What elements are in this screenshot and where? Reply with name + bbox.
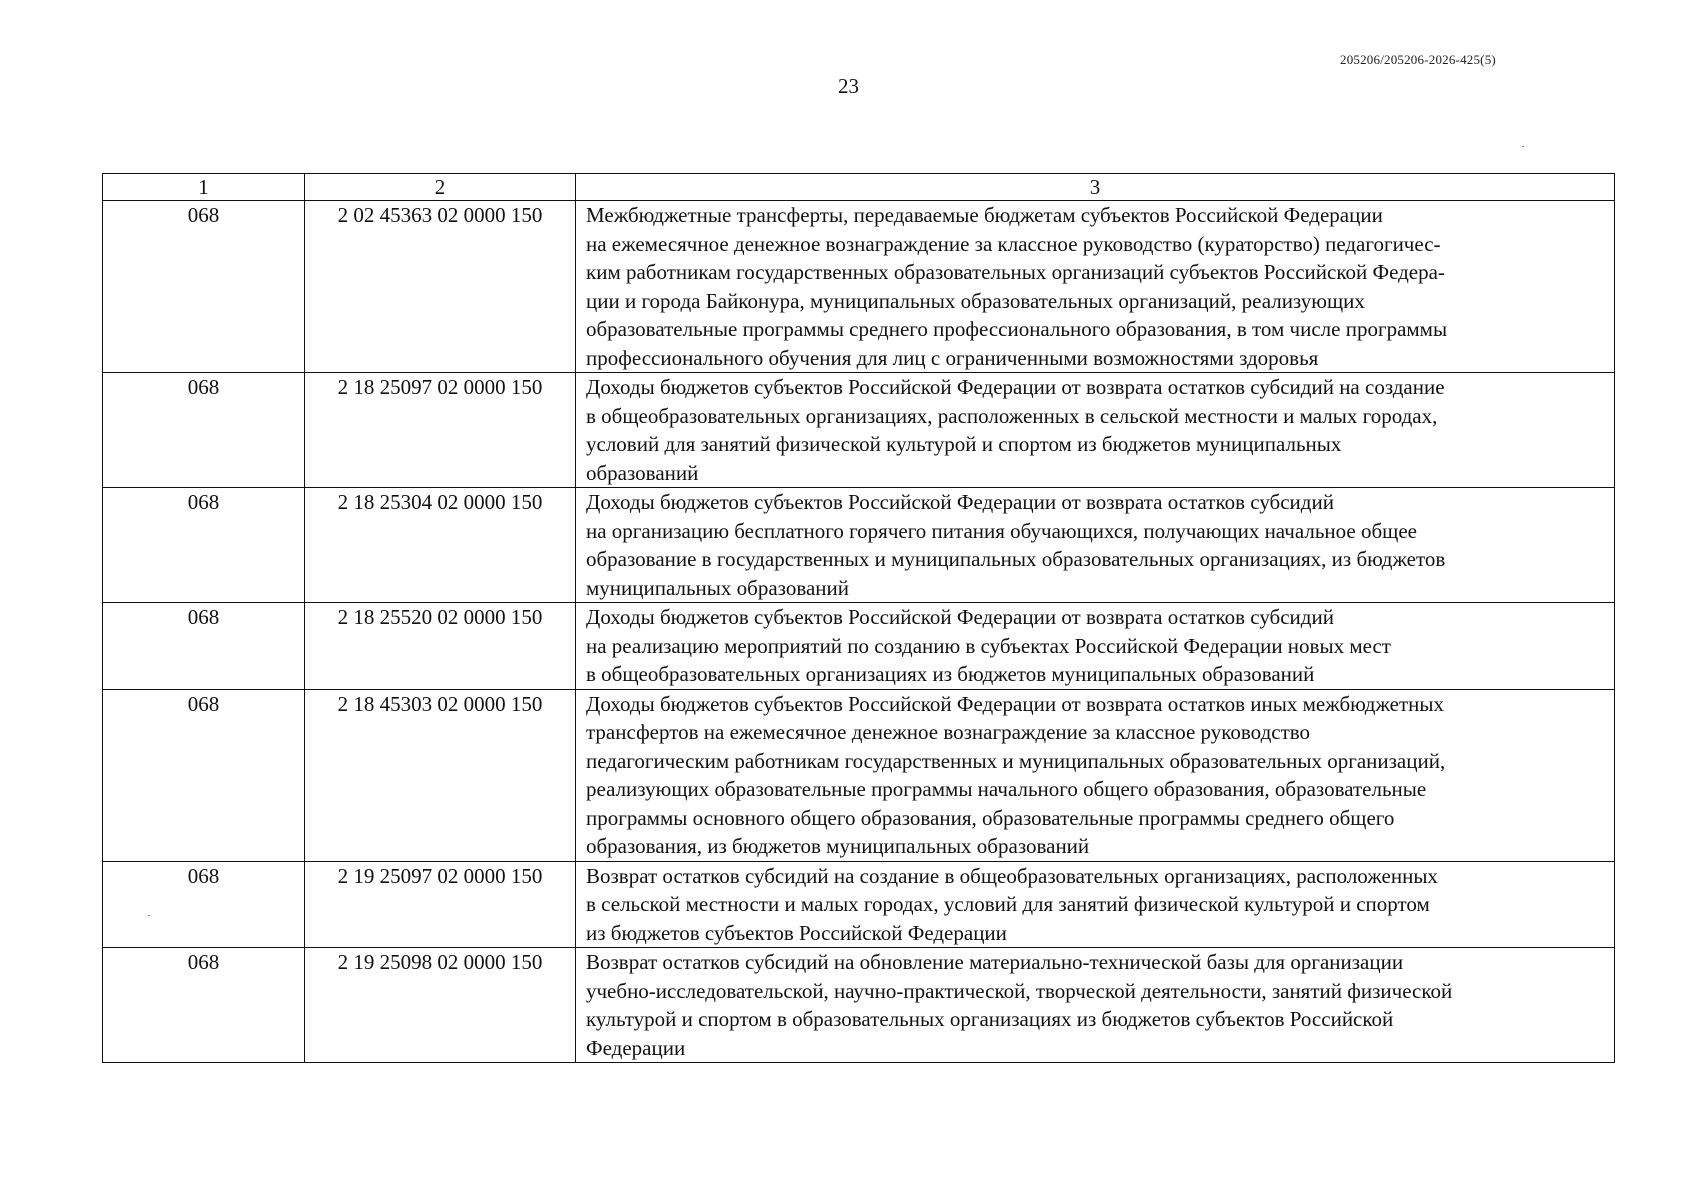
description-line: в сельской местности и малых городах, условий для занятий физической культурой и спортом — [586, 892, 1430, 916]
description-line: Доходы бюджетов субъектов Российской Федерации от возврата остатков иных межбюджетных — [586, 691, 1445, 716]
description-line: трансфертов на ежемесячное денежное вознаграждение за классное руководство — [586, 720, 1311, 744]
table-body — [103, 201, 1615, 1063]
description-line: культурой и спортом в образовательных организациях из бюджетов субъектов Российской — [586, 1007, 1394, 1031]
kbk-code-cell: 2 02 45363 02 0000 150 — [305, 201, 576, 373]
admin-code-cell: 068 — [103, 861, 305, 948]
description-line: Доходы бюджетов субъектов Российской Федерации от возврата остатков субсидий — [586, 605, 1334, 629]
admin-code-cell: 068 — [103, 488, 305, 603]
description-line: в общеобразовательных организациях из бюджетов муниципальных образований — [586, 662, 1315, 686]
description-line: учебно-исследовательской, научно-практической, творческой деятельности, занятий физической — [586, 978, 1453, 1003]
description-cell — [576, 689, 1615, 861]
budget-codes-table — [102, 173, 1615, 1063]
description-line: Доходы бюджетов субъектов Российской Федерации от возврата остатков субсидий — [586, 490, 1334, 514]
table-row — [103, 603, 1615, 690]
description-line: ции и города Байконура, муниципальных образовательных организаций, реализующих — [586, 288, 1365, 313]
description-cell — [576, 948, 1615, 1063]
column-header-2: 2 — [305, 174, 576, 201]
table-header — [103, 174, 1615, 201]
scan-speck — [148, 915, 150, 916]
table-row — [103, 861, 1615, 948]
column-header-3: 3 — [576, 174, 1615, 201]
description-line: образование в государственных и муниципальных образовательных организациях, из бюджетов — [586, 547, 1446, 571]
column-header-1: 1 — [103, 174, 305, 201]
description-line: образовательные программы среднего профессионального образования, в том числе программы — [586, 317, 1448, 341]
table-row — [103, 488, 1615, 603]
description-line: педагогическим работникам государственных и муниципальных образовательных организаций, — [586, 748, 1446, 773]
admin-code-cell: 068 — [103, 603, 305, 690]
description-line: на ежемесячное денежное вознаграждение за классное руководство (кураторство) педагогичес- — [586, 231, 1441, 256]
description-line: Доходы бюджетов субъектов Российской Федерации от возврата остатков субсидий на создание — [586, 375, 1445, 399]
description-line: программы основного общего образования, образовательные программы среднего общего — [586, 805, 1395, 830]
description-line: условий для занятий физической культурой и спортом из бюджетов муниципальных — [586, 432, 1342, 456]
description-cell — [576, 603, 1615, 690]
description-line: из бюджетов субъектов Российской Федерации — [586, 920, 1007, 945]
table-row — [103, 689, 1615, 861]
description-line: муниципальных образований — [586, 575, 849, 600]
document-id: 205206/205206-2026-425(5) — [1340, 52, 1496, 67]
page-number: 23 — [838, 74, 859, 98]
kbk-code-cell: 2 18 25304 02 0000 150 — [305, 488, 576, 603]
description-line: Возврат остатков субсидий на создание в общеобразовательных организациях, расположенных — [586, 863, 1438, 888]
description-line: профессионального обучения для лиц с ограниченными возможностями здоровья — [586, 345, 1319, 370]
admin-code-cell: 068 — [103, 689, 305, 861]
admin-code-cell: 068 — [103, 948, 305, 1063]
description-cell — [576, 861, 1615, 948]
scan-speck — [1522, 146, 1524, 147]
admin-code-cell: 068 — [103, 373, 305, 488]
table-header-row — [103, 174, 1615, 201]
description-line: реализующих образовательные программы начального общего образования, образовательные — [586, 777, 1427, 801]
table-row — [103, 201, 1615, 373]
description-cell — [576, 201, 1615, 373]
table-row — [103, 373, 1615, 488]
admin-code-cell: 068 — [103, 201, 305, 373]
description-line: Возврат остатков субсидий на обновление материально-технической базы для организации — [586, 950, 1404, 974]
description-line: Федерации — [586, 1035, 686, 1060]
description-line: в общеобразовательных организациях, расположенных в сельской местности и малых городах, — [586, 403, 1438, 428]
description-line: образований — [586, 460, 699, 485]
description-line: Межбюджетные трансферты, передаваемые бюджетам субъектов Российской Федерации — [586, 203, 1383, 227]
description-cell — [576, 488, 1615, 603]
kbk-code-cell: 2 18 45303 02 0000 150 — [305, 689, 576, 861]
description-line: образования, из бюджетов муниципальных образований — [586, 834, 1090, 858]
kbk-code-cell: 2 18 25097 02 0000 150 — [305, 373, 576, 488]
description-line: на реализацию мероприятий по созданию в субъектах Российской Федерации новых мест — [586, 633, 1391, 658]
table-row — [103, 948, 1615, 1063]
description-line: на организацию бесплатного горячего питания обучающихся, получающих начальное общее — [586, 518, 1417, 543]
description-cell — [576, 373, 1615, 488]
kbk-code-cell: 2 18 25520 02 0000 150 — [305, 603, 576, 690]
description-line: ким работникам государственных образовательных организаций субъектов Российской Федера- — [586, 260, 1445, 284]
kbk-code-cell: 2 19 25098 02 0000 150 — [305, 948, 576, 1063]
kbk-code-cell: 2 19 25097 02 0000 150 — [305, 861, 576, 948]
